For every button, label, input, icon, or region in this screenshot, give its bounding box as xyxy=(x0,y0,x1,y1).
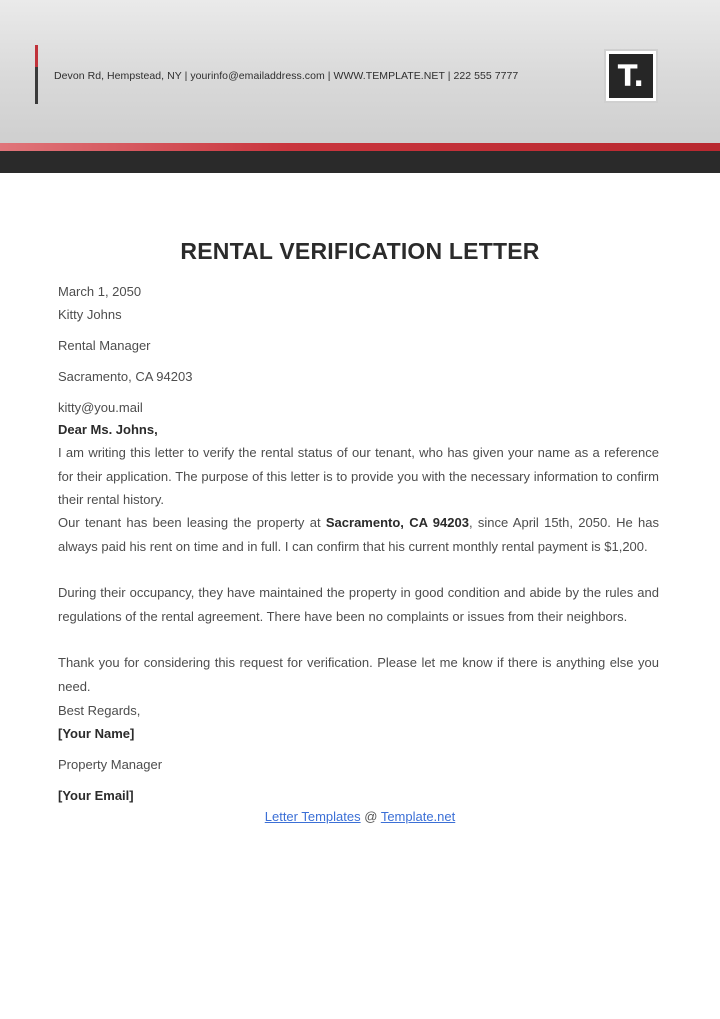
letter-templates-link[interactable]: Letter Templates xyxy=(264,809,361,824)
signer-title: Property Manager xyxy=(58,757,163,772)
letter-date: March 1, 2050 xyxy=(58,284,142,299)
paragraph-tenancy xyxy=(58,511,659,558)
template-net-link[interactable]: Template.net xyxy=(380,809,456,824)
recipient-name: Kitty Johns xyxy=(58,307,122,322)
template-logo xyxy=(604,49,658,103)
salutation: Dear Ms. Johns, xyxy=(58,422,158,437)
paragraph-occupancy: During their occupancy, they have maintained the property in good condition and abide by the rules and regulations of the rental agreement. There have been no complaints or issues from their neighbors. xyxy=(58,585,659,624)
recipient-email: kitty@you.mail xyxy=(58,400,143,415)
header-red-stripe xyxy=(0,143,720,151)
paragraph-intro: I am writing this letter to verify the rental status of our tenant, who has given your name as a reference for their application. The purpose of this letter is to provide you with the necessary information to confirm their rental history. xyxy=(58,445,659,507)
letter-title: RENTAL VERIFICATION LETTER xyxy=(180,238,540,264)
logo-letter: T. xyxy=(609,54,653,98)
closing: Best Regards, xyxy=(58,703,141,718)
letterhead-header xyxy=(0,0,720,143)
signer-name: [Your Name] xyxy=(58,726,135,741)
header-dark-band xyxy=(0,151,720,173)
paragraph-tenancy-text-2: , since April 15th, 2050. He has always paid his rent on time and in full. I can confirm that his current monthly rental payment is $1,200. xyxy=(58,515,660,554)
paragraph-tenancy-text-1: Our tenant has been leasing the property at xyxy=(58,515,326,530)
paragraph-thanks: Thank you for considering this request for verification. Please let me know if there is anything else you need. xyxy=(58,655,659,694)
footer-separator: @ xyxy=(360,809,381,824)
recipient-address: Sacramento, CA 94203 xyxy=(58,369,193,384)
recipient-title: Rental Manager xyxy=(58,338,151,353)
header-accent-bar xyxy=(35,45,38,104)
footer-credit xyxy=(0,809,720,824)
header-contact-info: Devon Rd, Hempstead, NY | yourinfo@emailaddress.com | WWW.TEMPLATE.NET | 222 555 7777 xyxy=(54,70,519,82)
signer-email: [Your Email] xyxy=(58,788,134,803)
property-address: Sacramento, CA 94203 xyxy=(325,515,469,530)
